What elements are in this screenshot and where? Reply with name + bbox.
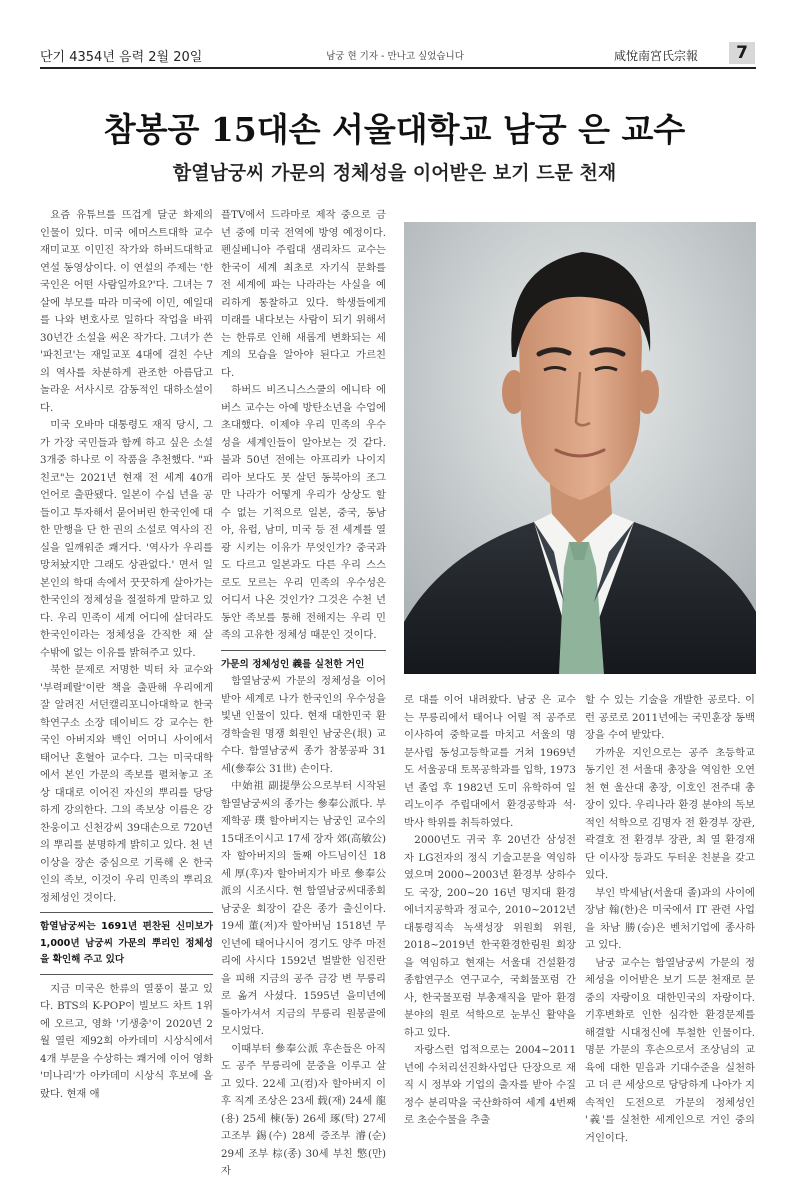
paragraph: 남궁 교수는 함열남궁씨 가문의 정체성을 이어받은 보기 드문 천재로 문중의 자랑이요 대한민국의 자랑이다. 기후변화로 인한 심각한 환경문제를 해결할 시대정신에 투철한 인물이다. 명문 가문의 후손으로서 조상님의 교육에 대한 믿음과 기대수준을 실천하고 더 큰 세상으로 당당하게 나아가 지속적인 도전으로 가문의 정체성인 '義'를 실천한 세계인으로 거인 중의 거인이다. [585, 956, 755, 1144]
article-title: 참봉공 15대손 서울대학교 남궁 은 교수 [103, 110, 686, 149]
section-divider [40, 912, 213, 913]
paragraph: 中始祖 副提學公으로부터 시작된 함열남궁씨의 종가는 參奉公派다. 부제학공 璞 할아버지는 남궁인 교수의 15대조이시고 17세 장자 郊(高敏公)자 할아버지의 둘째 아드님이신 18세 厚(후)자 할아버지가 바로 參奉公派의 시조시다. 현 함열남궁씨대종회 남궁운 회장이 같은 종가 출신이다. 19세 董(저)자 할아버님 1518년 무인년에 태어나시어 경기도 양주 마전리에 사시다 1592년 벌발한 임진란을 피해 지금의 공주 금강 변 무릉리로 옮겨 사셨다. 1595년 을미년에 돌아가셔서 지금의 무릉리 원봉골에 모시었다. [221, 780, 386, 1037]
paragraph: 플TV에서 드라마로 제작 중으로 금년 중에 미국 전역에 방영 예정이다. 펜실베니아 주립대 샘리차드 교수는 한국이 세계 최초로 자기식 문화를 전 세계에 파는 나라라는 사실을 예리하게 통찰하고 있다. 학생들에게 미래를 내다보는 사람이 되기 위해서는 한류로 인해 새롭게 변화되는 세계의 모습을 알아야 된다고 가르친다. [221, 209, 386, 379]
article-column-4 [585, 692, 755, 1147]
paragraph: 지금 미국은 한류의 열풍이 불고 있다. BTS의 K-POP이 빌보드 차트 1위에 오르고, 영화 '기생충'이 2020년 2월 열린 제92회 아카데미 시상식에서 4개 부문을 수상하는 쾌거에 이어 영화 '미나리'가 아카데미 시상식 후보에 올랐다. 현재 애 [40, 982, 213, 1100]
paragraph: 할 수 있는 기술을 개발한 공로다. 이런 공로로 2011년에는 국민훈장 동백장을 수여 받았다. [585, 694, 755, 741]
professor-portrait-photo [404, 222, 756, 674]
paragraph: 로 대를 이어 내려왔다. 남궁 은 교수는 무릉리에서 태어나 어릴 적 공주로 이사하여 중학교를 마치고 서울의 명문사립 동성고등학교를 거쳐 1969년도 서울공대 토목공학과를 입학, 1973년 졸업 후 1982년 도미 유학하여 일리노이주 주립대에서 환경공학과 석·박사 학위를 취득하였다. [404, 694, 576, 829]
section-heading: 가문의 정체성인 義를 실천한 거인 [221, 658, 365, 670]
header-divider [40, 67, 756, 69]
section-divider [40, 974, 213, 975]
paragraph: 2000년도 귀국 후 20년간 삼성전자 LG전자의 정식 기술고문을 역임하였으며 2000~2003년 환경부 상하수도 국장, 200~20 16년 명지대 환경에너지공학과 정교수, 2010~2012년 대통령직속 녹색성장 위원회 위원, 2018~2019년 한국환경한림원 회장을 역임하고 현재는 서울대 건설환경종합연구소 연구교수, 국회물포럼 간사, 한국물포럼 부총재직을 맡아 환경 분야의 원로 석학으로 눈부신 활약을 하고 있다. [404, 834, 576, 1039]
issue-date: 단기 4354년 음력 2월 20일 [40, 50, 203, 65]
page-number: 7 [729, 42, 755, 64]
section-title: 남궁 현 기자 - 만나고 싶었습니다 [326, 51, 464, 62]
paragraph: 하버드 비즈니스스쿨의 에니타 에버스 교수는 아예 방탄소년을 수업에 초대했다. 이제야 우리 민족의 우수성을 세계인들이 알아보는 것 같다. 불과 50년 전에는 아프리카 나이지리아 보다도 못 살던 동북아의 조그만 나라가 어떻게 우리가 상상도 할 수 없는 기적으로 일본, 중국, 동남아, 유럽, 남미, 미국 등 전 세계를 열광 시키는 이유가 무엇인가? 중국과도 다르고 일본과도 다른 우리 스스로도 모르는 우리 민족의 우수성은 어디서 나온 것인가? 그것은 수천 년 동안 족보를 통해 전해지는 우리 민족의 고유한 정체성 때문인 것이다. [221, 384, 386, 641]
page-header [0, 0, 789, 66]
paragraph: 자랑스런 업적으로는 2004~2011년에 수처리선진화사업단 단장으로 재직 시 정부와 기업의 출자를 받아 수질 정수 분리막을 국산화하여 세계 4번째로 초순수물을 추출 [404, 1044, 576, 1126]
paragraph: 가까운 지인으로는 공주 초등학교 동기인 전 서울대 총장을 역임한 오연천 현 울산대 총장, 이호인 전주대 총장이 있다. 우리나라 환경 분야의 독보적인 석학으로 김명자 전 환경부 장관, 곽결호 전 환경부 장관, 최 열 환경재단 이사장 등과도 두터운 친분을 갖고 있다. [585, 746, 755, 881]
article-column-3 [404, 692, 576, 1130]
article-column-1 [40, 207, 213, 1103]
paragraph: 이때부터 參奉公派 후손들은 아직도 공주 무릉리에 문중을 이루고 살고 있다. 22세 고(컴)자 할아버지 이후 직계 조상은 23세 载(재) 24세 龍(용) 25세 棟(동) 26세 琢(탁) 27세 고조부 錫(수) 28세 증조부 濬(순) 29세 조부 棕(종) 30세 부친 憼(만)자 [221, 1042, 386, 1177]
paragraph: 요즘 유튜브를 뜨겁게 달군 화제의 인물이 있다. 미국 에머스트대학 교수 재미교포 이민진 작가와 하버드대학교 연설 동영상이다. 이 연설의 주제는 '한국인은 어떤 사람일까요?'다. 그녀는 7살에 부모를 따라 미국에 이민, 예일대를 나와 변호사로 일하다 작업을 바꿔 30년간 소설을 써온 작가다. 그녀가 쓴 '파친코'는 재일교포 4대에 걸친 수난의 역사를 차분하게 관조한 아름답고 놀라운 서사시로 감동적인 대하소설이다. [40, 209, 213, 414]
article-subtitle: 함열남궁씨 가문의 정체성을 이어받은 보기 드문 천재 [172, 162, 617, 184]
paragraph: 미국 오바마 대통령도 재직 당시, 그가 가장 국민들과 함께 하고 싶은 소설 3개중 하나로 이 작품을 추천했다. "파친코"는 2021년 현재 전 세계 40개 언어로 출판됐다. 일본이 수십 년을 공들이고 투자해서 묻어버린 한국인에 대한 만행을 단 한 권의 소설로 역사의 진실을 일깨워준 쾌거다. '역사가 우리를 망쳐놨지만 그래도 상관없다.' 면서 일본인의 학대 속에서 꿋꿋하게 살아가는 한국인의 정체성을 절절하게 말하고 있다. 우리 민족이 세계 어디에 살더라도 한국인이라는 정체성을 간직한 채 살 수밖에 없는 이유를 밝혀주고 있다. [40, 419, 213, 659]
paragraph: 함열남궁씨 가문의 정체성을 이어받아 세계로 나가 한국인의 우수성을 빛낸 인물이 있다. 현재 대한민국 환경학술원 명쟁 회원인 남궁은(垠) 교수다. 함열남궁씨 종가 참봉공파 31세(參奉公 31世) 손이다. [221, 675, 386, 775]
section-heading: 함열남궁씨는 1691년 편찬된 신미보가 1,000년 남궁씨 가문의 뿌리인 정체성을 확인해 주고 있다 [40, 921, 213, 965]
paragraph: 북한 문제로 저명한 빅터 차 교수와 '부력페랄'이란 책을 출판해 우리에게 잘 알려진 서던캘리포니아대학교 한국학연구소 소장 데이비드 강 교수는 한국인 아버지와 백인 어머니 사이에서 태어난 혼혈아 교수다. 그는 미국대학에서 본인 가문의 족보를 펼쳐놓고 조상 대대로 이어진 자신의 뿌리를 당당하게 강의한다. 그의 족보상 이름은 강찬웅이고 신천강씨 39대손으로 720년의 뿌리를 분명하게 밝히고 있다. 천 년 이상을 장손 중심으로 기록해 온 한국인의 족보, 이것이 우리 민족의 뿌리요 정체성인 것이다. [40, 664, 213, 904]
newspaper-name: 咸悅南宮氏宗報 [614, 49, 699, 63]
article-column-2 [221, 207, 386, 1181]
section-divider [221, 650, 386, 651]
paragraph: 부인 박세남(서울대 졸)과의 사이에 장남 翰(한)은 미국에서 IT 관련 사업을 차남 勝(승)은 벤처기업에 종사하고 있다. [585, 886, 755, 951]
